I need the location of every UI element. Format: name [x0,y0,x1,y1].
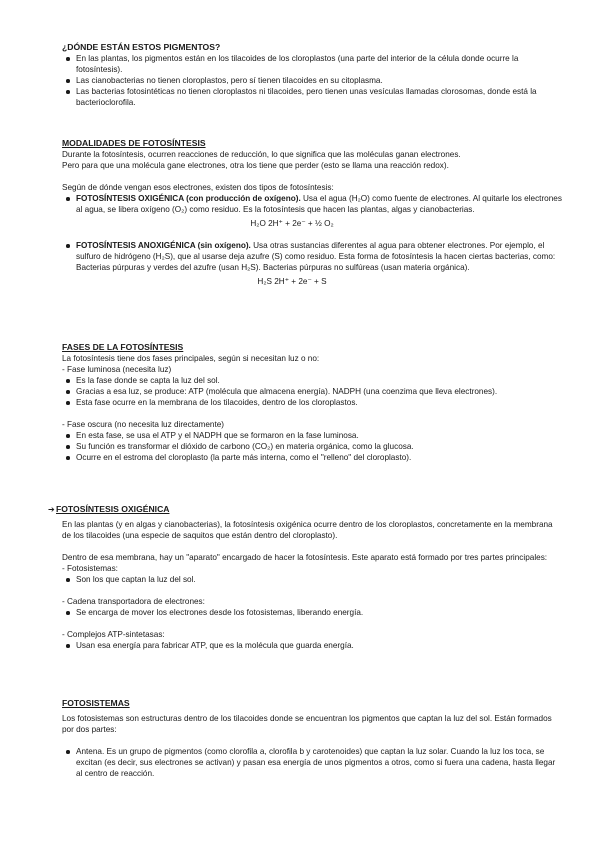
list-item: Es la fase donde se capta la luz del sol. [62,375,562,386]
bullet-list [62,53,562,108]
bullet-list [62,193,562,215]
paragraph: Dentro de esa membrana, hay un "aparato" encargado de hacer la fotosíntesis. Este aparato está formado por tres partes principales: [62,553,548,562]
subheading: - Complejos ATP-sintetasas: [62,630,165,639]
section-photosystems [62,698,562,779]
equation: H₂S 2H⁺ + 2e⁻ + S [257,277,327,286]
list-item: Ocurre en el estroma del cloroplasto (la parte más interna, como el "relleno" del cloroplasto). [62,452,562,463]
subheading: - Fase luminosa (necesita luz) [62,365,172,374]
subheading: - Cadena transportadora de electrones: [62,597,205,606]
bold-term: FOTOSÍNTESIS OXIGÉNICA (con producción de oxígeno). [76,194,301,203]
list-item: Son los que captan la luz del sol. [62,574,562,585]
section-title: MODALIDADES DE FOTOSÍNTESIS [62,138,206,148]
list-item: Esta fase ocurre en la membrana de los tilacoides, dentro de los cloroplastos. [62,397,562,408]
subheading: - Fotosistemas: [62,564,118,573]
section-title: FASES DE LA FOTOSÍNTESIS [62,342,184,352]
section-title: FOTOSÍNTESIS OXIGÉNICA [56,504,170,514]
bullet-list [62,430,562,463]
list-item: Las bacterias fotosintéticas no tienen cloroplastos ni tilacoides, pero tienen unas vesículas llamadas clorosomas, donde está la bacterioclorofila. [62,86,562,108]
paragraph: En las plantas (y en algas y cianobacterias), la fotosíntesis oxigénica ocurre dentro de los cloroplastos, concretamente en la membrana de los tilacoides (una especie de saquitos que están dentro del cloroplasto). [62,520,553,540]
section-oxygenic [56,504,562,515]
section-photosynthesis-modes [62,138,562,287]
list-item: En las plantas, los pigmentos están en los tilacoides de los cloroplastos (una parte del interior de la célula donde ocurre la fotosíntesis). [62,53,562,75]
list-item: Gracias a esa luz, se produce: ATP (molécula que almacena energía). NADPH (una coenzima que lleva electrones). [62,386,562,397]
list-item: Usan esa energía para fabricar ATP, que es la molécula que guarda energía. [62,640,562,651]
list-item-anoxygenic [62,240,562,273]
bullet-list [62,574,562,585]
bullet-list [62,375,562,408]
list-item: Las cianobacterias no tienen cloroplastos, pero sí tienen tilacoides en su citoplasma. [62,75,562,86]
paragraph: Durante la fotosíntesis, ocurren reacciones de reducción, lo que significa que las moléculas ganan electrones. [62,150,461,159]
paragraph: La fotosíntesis tiene dos fases principales, según si necesitan luz o no: [62,354,320,363]
paragraph: Los fotosistemas son estructuras dentro de los tilacoides donde se encuentran los pigmentos que captan la luz del sol. Están formados por dos partes: [62,714,552,734]
list-item: Su función es transformar el dióxido de carbono (CO₂) en materia orgánica, como la glucosa. [62,441,562,452]
bold-term: FOTOSÍNTESIS ANOXIGÉNICA (sin oxígeno). [76,241,251,250]
section-oxygenic-body [62,519,562,651]
list-item: Se encarga de mover los electrones desde los fotosistemas, liberando energía. [62,607,562,618]
paragraph: Pero para que una molécula gane electrones, otra los tiene que perder (esto se llama una reacción redox). [62,161,449,170]
list-item: En esta fase, se usa el ATP y el NADPH que se formaron en la fase luminosa. [62,430,562,441]
item-text: Usa otras sustancias diferentes al agua para obtener electrones. Por ejemplo, el sulfuro de hidrógeno (H₂S), que al usarse deja azufre (S) como residuo. Esta forma de fotosíntesis la hacen ciertas bacterias, como: Bacterias púrpuras y verdes del azufre (usan H₂S). Bacterias púrpuras no sulfúreas (usan materia orgánica). [76,241,556,272]
paragraph: Según de dónde vengan esos electrones, existen dos tipos de fotosíntesis: [62,183,334,192]
bullet-list [62,640,562,651]
section-title: ¿DÓNDE ESTÁN ESTOS PIGMENTOS? [62,42,221,52]
equation: H₂O 2H⁺ + 2e⁻ + ½ O₂ [250,219,334,228]
bullet-list [62,607,562,618]
subheading: - Fase oscura (no necesita luz directamente) [62,420,225,429]
list-item-oxygenic [62,193,562,215]
bullet-list [62,746,562,779]
section-phases [62,342,562,463]
list-item: Antena. Es un grupo de pigmentos (como clorofila a, clorofila b y carotenoides) que captan la luz solar. Cuando la luz los toca, se excitan (es decir, sus electrones se activan) y pasan esa energía de unos pigmentos a otros, como si fuera una cadena, hasta llegar al centro de reacción. [62,746,562,779]
bullet-list [62,240,562,273]
section-pigment-location [62,42,562,108]
section-title: FOTOSISTEMAS [62,698,130,708]
item-text: Usa el agua (H₂O) como fuente de electrones. Al quitarle los electrones al agua, se libera oxígeno (O₂) como residuo. Es la fotosíntesis que hacen las plantas, algas y cianobacterias. [76,194,562,214]
arrow-icon: ➔ [48,505,55,514]
